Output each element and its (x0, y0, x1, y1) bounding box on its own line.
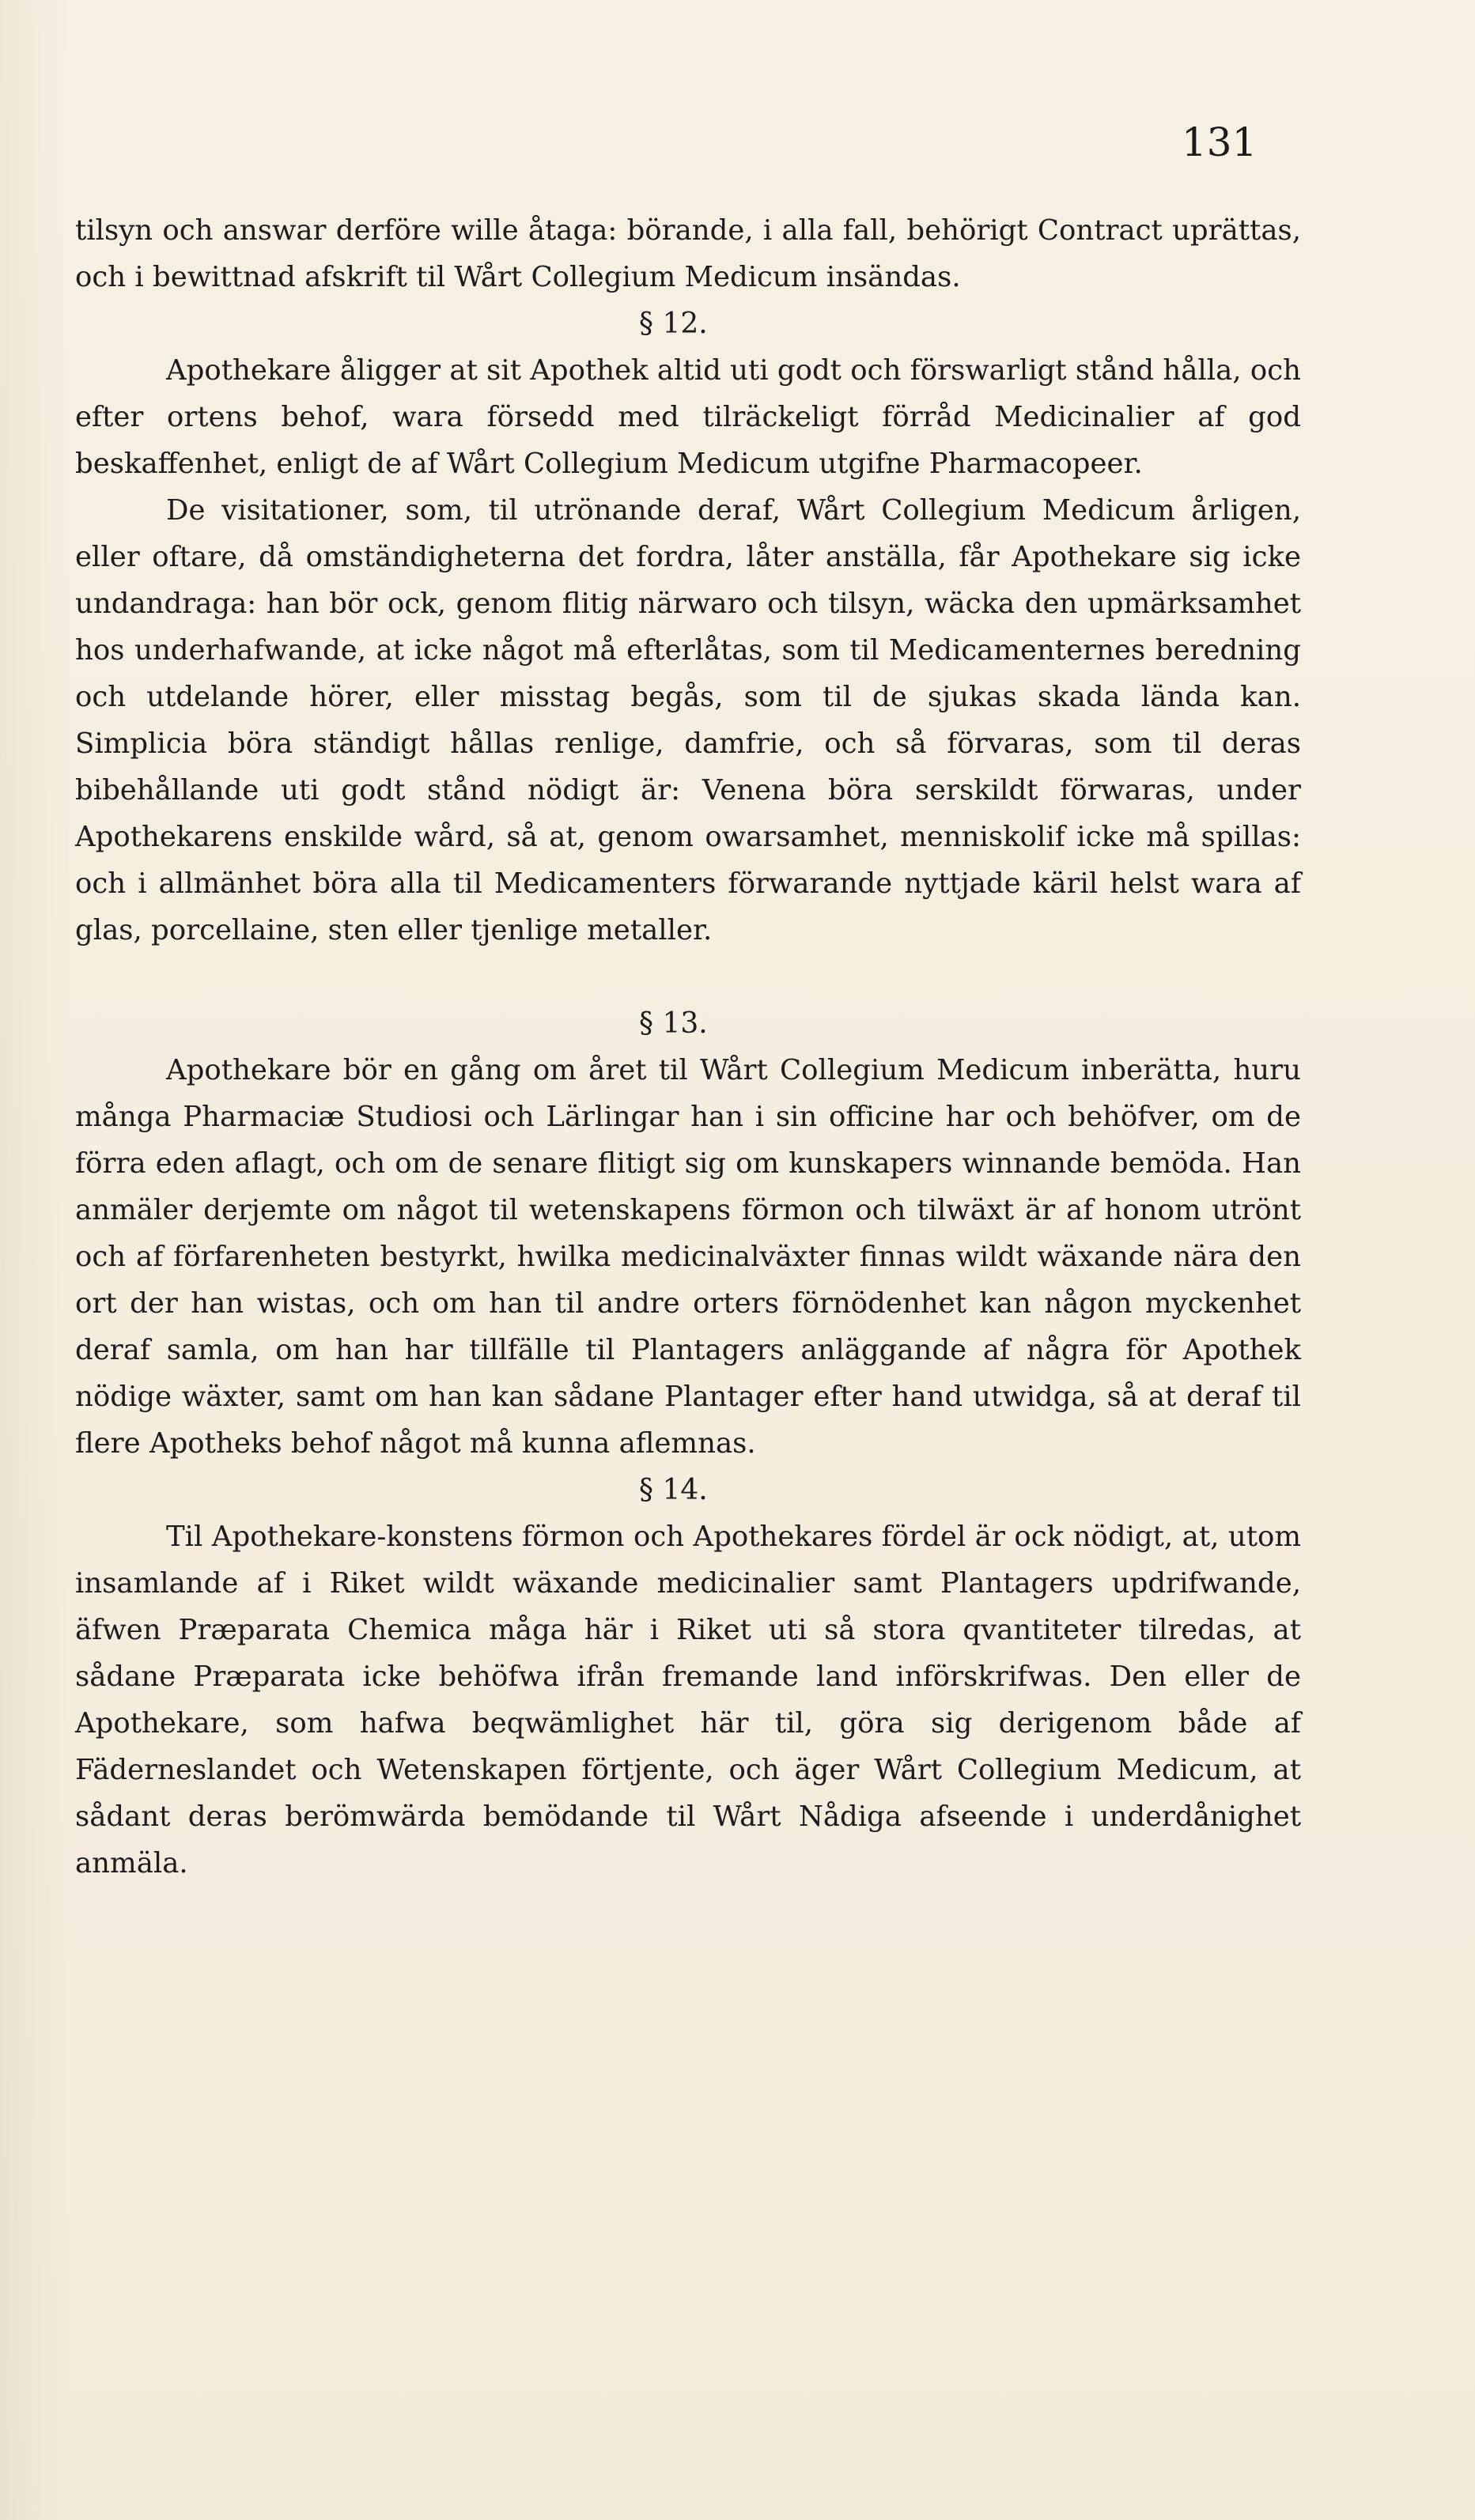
paragraph-12-a: Apothekare åligger at sit Apothek altid uti godt och förswarligt stånd hålla, och efter ortens behof, wara försedd med tilräckeligt förråd Medicinalier af god beskaffenhet, enligt de af Wårt Collegium Medicum utgifne Pharmacopeer. (75, 354, 1301, 480)
paragraph-intro: tilsyn och answar derföre wille åtaga: börande, i alla fall, behörigt Contract uprättas, och i bewittnad afskrift til Wårt Collegium Medicum insändas. (75, 214, 1301, 293)
section-heading-12: § 12. (639, 308, 708, 340)
section-spacer (75, 954, 1301, 1000)
paragraph-12-b: De visitationer, som, til utrönande deraf, Wårt Collegium Medicum årligen, eller oftare, då omständigheterna det fordra, låter anställa, får Apothekare sig icke undandraga: han bör ock, genom flitig närwaro och tilsyn, wäcka den upmärksamhet hos underhafwande, at icke något må efterlåtas, som til Medicamenternes beredning och utdelande hörer, eller misstag begås, som til de sjukas skada lända kan. Simplicia böra ständigt hållas renlige, damfrie, och så förvaras, som til deras bibehållande uti godt stånd nödigt är: Venena böra serskildt förwaras, under Apothekarens enskilde wård, så at, genom owarsamhet, menniskolif icke må spillas: och i allmänhet böra alla til Medicamenters förwarande nyttjade käril helst wara af glas, porcellaine, sten eller tjenlige metaller. (75, 494, 1301, 946)
document-body (75, 207, 1301, 1887)
paragraph-14: Til Apothekare-konstens förmon och Apothekares fördel är ock nödigt, at, utom insamlande af i Riket wildt wäxande medicinalier samt Plantagers updrifwande, äfwen Præparata Chemica måga här i Riket uti så stora qvantiteter tilredas, at sådane Præparata icke behöfwa ifrån fremande land införskrifwas. Den eller de Apothekare, som hafwa beqwämlighet här til, göra sig derigenom både af Fäderneslandet och Wetenskapen förtjente, och äger Wårt Collegium Medicum, at sådant deras berömwärda bemödande til Wårt Nådiga afseende i underdånighet anmäla. (75, 1521, 1301, 1880)
section-heading-13: § 13. (639, 1007, 708, 1040)
paragraph-13: Apothekare bör en gång om året til Wårt Collegium Medicum inberätta, huru många Pharmaciæ Studiosi och Lärlingar han i sin officine har och behöfver, om de förra eden aflagt, och om de senare flitigt sig om kunskapers winnande bemöda. Han anmäler derjemte om något til wetenskapens förmon och tilwäxt är af honom utrönt och af förfarenheten bestyrkt, hwilka medicinalväxter finnas wildt wäxande nära den ort der han wistas, och om han til andre orters förnödenhet kan någon myckenhet deraf samla, om han har tillfälle til Plantagers anläggande af några för Apothek nödige wäxter, samt om han kan sådane Plantager efter hand utwidga, så at deraf til flere Apotheks behof något må kunna aflemnas. (75, 1054, 1301, 1460)
section-heading-14: § 14. (639, 1474, 708, 1506)
page-number: 131 (1182, 119, 1258, 165)
